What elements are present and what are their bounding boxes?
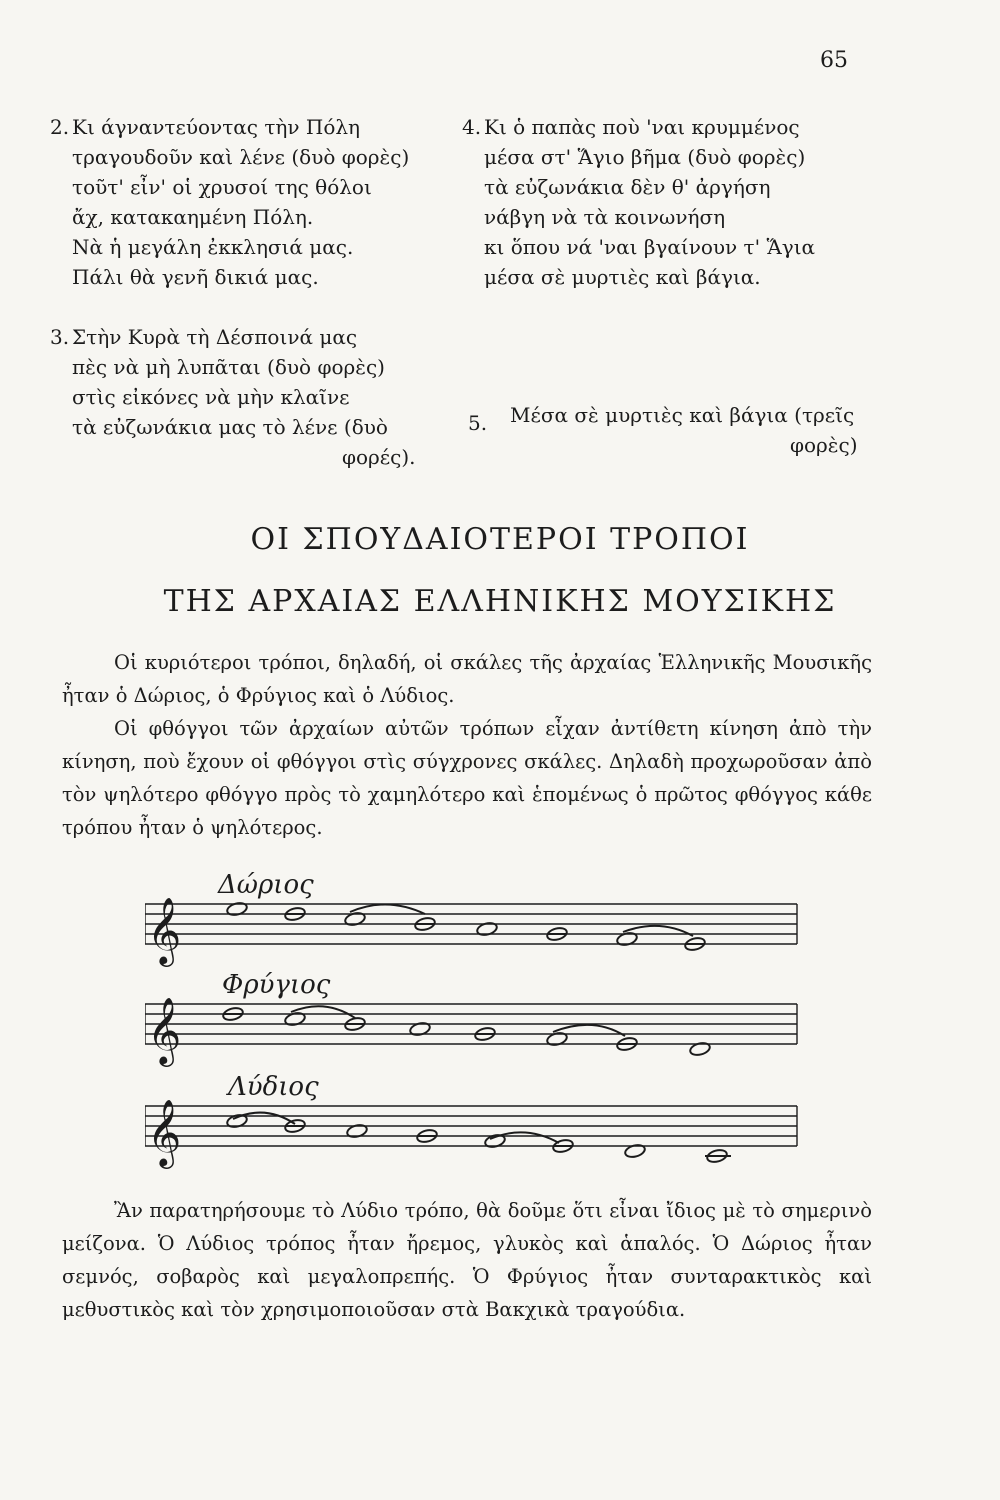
verse-2: [50, 112, 410, 292]
paragraph-text: Οἱ κυριότεροι τρόποι, δηλαδή, οἱ σκάλες τῆς ἀρχαίας Ἑλληνικῆς Μουσικῆς ἦταν ὁ Δώριος, ὁ Φρύγιος καὶ ὁ Λύδιος.: [62, 651, 872, 707]
verse-line: πὲς νὰ μὴ λυπᾶται (δυὸ φορὲς): [72, 355, 385, 379]
paragraph-3: [62, 1194, 872, 1326]
staff-lines: [145, 1106, 797, 1146]
verse-number: 3.: [50, 325, 70, 349]
section-title: ΟΙ ΣΠΟΥΔΑΙΟΤΕΡΟΙ ΤΡΟΠΟΙ: [250, 522, 750, 557]
scale-label-lydian: Λύδιος: [228, 1072, 319, 1102]
verse-line: Κι ὁ παπὰς ποὺ 'ναι κρυμμένος: [484, 115, 800, 139]
verse-line: τὰ εὐζωνάκια μας τὸ λένε (δυὸ: [72, 415, 388, 439]
verse-line: νάβγη νὰ τὰ κοινωνήση: [484, 205, 726, 229]
verse-line: Νὰ ἡ μεγάλη ἐκκλησιά μας.: [72, 235, 354, 259]
verse-line: τραγουδοῦν καὶ λένε (δυὸ φορὲς): [72, 145, 410, 169]
verse-line: τοῦτ' εἶν' οἱ χρυσοί της θόλοι: [72, 175, 372, 199]
section-subtitle: ΤΗΣ ΑΡΧΑΙΑΣ ΕΛΛΗΝΙΚΗΣ ΜΟΥΣΙΚΗΣ: [163, 584, 837, 619]
verse-4: [462, 112, 816, 292]
verse-line: Πάλι θὰ γενῆ δικιά μας.: [72, 265, 319, 289]
verse-number: 5.: [468, 411, 488, 435]
paragraph-text: Ἂν παρατηρήσουμε τὸ Λύδιο τρόπο, θὰ δοῦμε ὅτι εἶναι ἴδιος μὲ τὸ σημερινὸ μείζονα. Ὁ Λύδιος τρόπος ἦταν ἤρεμος, γλυκὸς καὶ ἁπαλός. Ὁ Δώριος ἦταν σεμνός, σοβαρὸς καὶ μεγαλοπρεπής. Ὁ Φρύγιος ἦταν συνταρακτικὸς καὶ μεθυστικὸς καὶ τὸν χρησιμοποιοῦσαν στὰ Βακχικὰ τραγούδια.: [62, 1199, 872, 1321]
staff-lydian: [145, 1090, 805, 1180]
treble-clef: 𝄞: [147, 996, 182, 1064]
verse-line: Μέσα σὲ μυρτιὲς καὶ βάγια (τρεῖς: [510, 403, 855, 427]
paragraph-text: Οἱ φθόγγοι τῶν ἀρχαίων αὐτῶν τρόπων εἶχαν ἀντίθετη κίνηση ἀπὸ τὴν κίνηση, ποὺ ἔχουν οἱ φθόγγοι στὶς σύγχρονες σκάλες. Δηλαδὴ προχωροῦσαν ἀπὸ τὸν ψηλότερο φθόγγο πρὸς τὸ χαμηλότερο καὶ ἑπομένως ὁ πρῶτος φθόγγος κάθε τρόπου ἦταν ὁ ψηλότερος.: [62, 717, 872, 839]
verse-line: Στὴν Κυρὰ τὴ Δέσποινά μας: [72, 325, 358, 349]
verse-line: μέσα σὲ μυρτιὲς καὶ βάγια.: [484, 265, 761, 289]
verse-line: Κι άγναντεύοντας τὴν Πόλη: [72, 115, 361, 139]
verse-line: στὶς εἰκόνες νὰ μὴν κλαῖνε: [72, 385, 350, 409]
staff-phrygian: [145, 988, 805, 1068]
scale-label-dorian: Δώριος: [218, 870, 314, 900]
verse-line: φορὲς): [790, 433, 858, 457]
verse-line: κι ὅπου νά 'ναι βγαίνουν τ' Ἅγια: [484, 235, 816, 259]
verse-line: τὰ εὐζωνάκια δὲν θ' ἀργήση: [484, 175, 771, 199]
page-number: 65: [820, 48, 848, 73]
paragraph-2: [62, 712, 872, 844]
verse-line: φορές).: [342, 445, 416, 469]
verse-number: 4.: [462, 115, 482, 139]
treble-clef: 𝄞: [147, 896, 182, 964]
notes: [226, 1113, 731, 1164]
verse-5: [468, 400, 858, 460]
verse-line: μέσα στ' Ἅγιο βῆμα (δυὸ φορὲς): [484, 145, 806, 169]
verse-line: ἄχ, κατακαημένη Πόλη.: [72, 205, 314, 229]
scale-label-phrygian: Φρύγιος: [222, 970, 331, 1000]
paragraph-1: [62, 646, 872, 712]
verse-3: [50, 322, 416, 472]
treble-clef: 𝄞: [147, 1098, 182, 1166]
staff-dorian: [145, 888, 805, 968]
verse-number: 2.: [50, 115, 70, 139]
